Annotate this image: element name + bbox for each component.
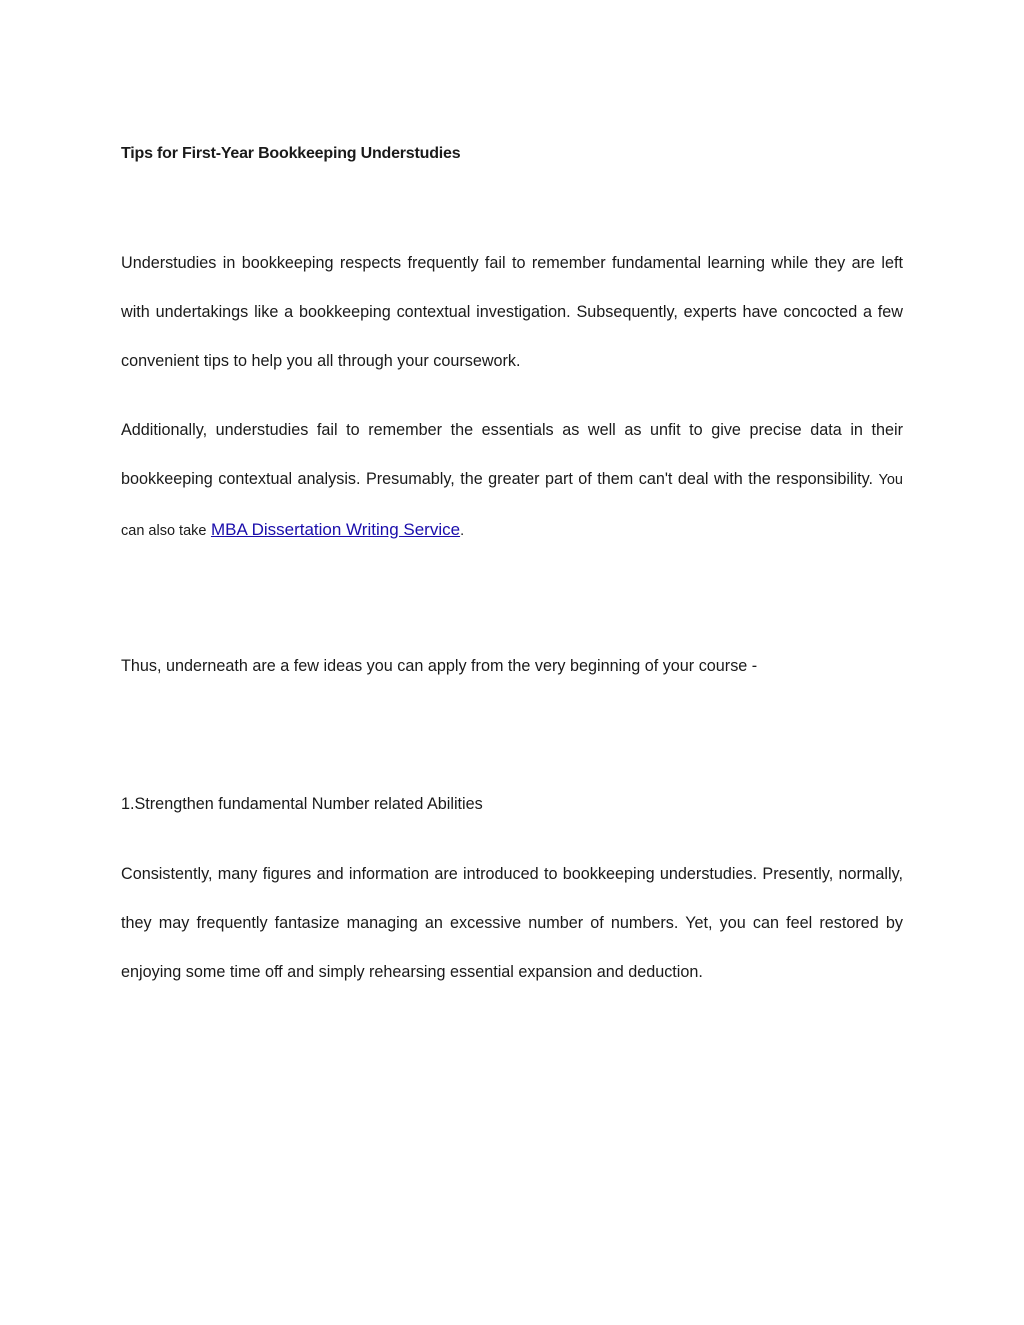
- paragraph-essentials-note: You can also take: [121, 472, 903, 539]
- paragraph-ideas: Thus, underneath are a few ideas you can apply from the very beginning of your course -: [121, 657, 758, 675]
- document-title: Tips for First-Year Bookkeeping Understudies: [121, 145, 461, 162]
- paragraph-essentials-period: .: [460, 523, 465, 539]
- paragraph-essentials-text: Additionally, understudies fail to remember the essentials as well as unfit to give precise data in their bookkeeping contextual analysis. Presumably, the greater part of them can't deal with the responsibility.: [121, 421, 903, 488]
- section-heading-1: 1.Strengthen fundamental Number related Abilities: [121, 795, 483, 813]
- paragraph-essentials: [121, 406, 903, 556]
- paragraph-numbers: Consistently, many figures and information are introduced to bookkeeping understudies. Presently, normally, they may frequently fantasize managing an excessive number of numbers. Yet, you can feel restored by enjoying some time off and simply rehearsing essential expansion and deduction.: [121, 865, 903, 981]
- paragraph-intro: Understudies in bookkeeping respects frequently fail to remember fundamental learning while they are left with undertakings like a bookkeeping contextual investigation. Subsequently, experts have concocted a few convenient tips to help you all through your coursework.: [121, 254, 903, 370]
- mba-dissertation-link[interactable]: MBA Dissertation Writing Service: [210, 520, 461, 539]
